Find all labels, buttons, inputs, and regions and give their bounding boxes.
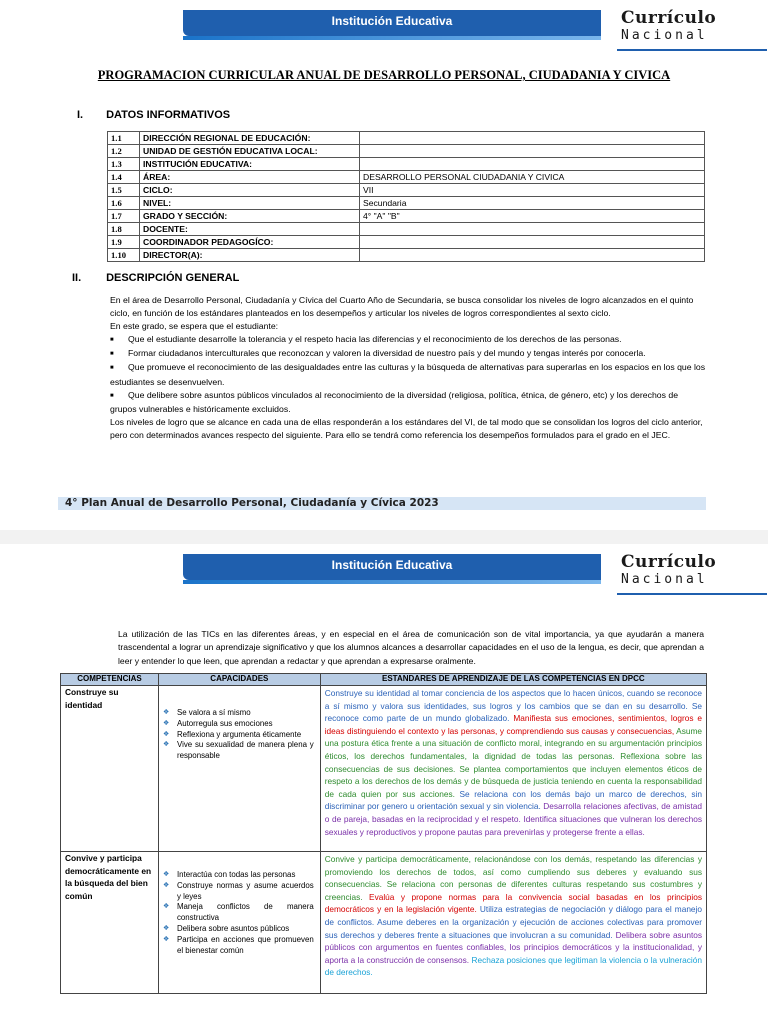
- list-item: [110, 347, 706, 361]
- estandar-segment: Se relaciona con los demás bajo un marco de derechos, sin discriminar por genero u orientación sexual y sin violencia.: [324, 788, 702, 812]
- estandar-segment: Asume una postura ética frente a una situación de conflicto moral, integrando en su argumentación principios éticos, los derechos fundamentales, la dignidad de todas las personas. Reflexiona sobre las consecuencias de sus decisiones. Se plantea comportamientos que incluyen elementos éticos de respeto a los derechos de los demás y de búsqueda de justicia teniendo en cuenta la responsabilidad de cada quien por sus acciones.: [324, 725, 702, 799]
- row-number: 1.1: [108, 132, 140, 145]
- table-row: [108, 197, 705, 210]
- estandar-cell: [320, 686, 706, 852]
- logo-line2: Nacional: [621, 572, 708, 587]
- description-text: [110, 294, 706, 442]
- header-banner: [0, 544, 768, 599]
- list-item: ❖ Construye normas y asume acuerdos y leyes: [163, 881, 314, 903]
- column-header: COMPETENCIAS: [61, 674, 159, 686]
- section-title: DESCRIPCIÓN GENERAL: [106, 272, 240, 284]
- paragraph: Los niveles de logro que se alcance en cada una de ellas responderán a los estándares del VI, de tal modo que se consolidan los logros del ciclo anterior, pero con determinados avances respecto del siguiente. Para ello se tendrá como referencia los desempeños formulados para el grado en el JEC.: [110, 416, 703, 440]
- row-value: DESARROLLO PERSONAL CIUDADANIA Y CIVICA: [360, 171, 705, 184]
- curriculo-nacional-logo: [619, 552, 737, 590]
- table-row: [61, 686, 707, 852]
- table-row: [61, 852, 707, 994]
- list-item: ❖ Delibera sobre asuntos públicos: [163, 924, 314, 935]
- column-header: ESTANDARES DE APRENDIZAJE DE LAS COMPETENCIAS EN DPCC: [320, 674, 706, 686]
- datos-informativos-table: [107, 131, 705, 262]
- capacidades-cell: [158, 686, 320, 852]
- paragraph: En el área de Desarrollo Personal, Ciudadanía y Cívica del Cuarto Año de Secundaria, se busca consolidar los niveles de logro alcanzados en el quinto ciclo, en función de los estándares planteados en los desempeños y articular los niveles de logros correspondientes al sexto ciclo.: [110, 295, 694, 319]
- competencia-cell: Construye su identidad: [61, 686, 159, 852]
- capacidades-list: [159, 870, 320, 956]
- section-number: I.: [77, 109, 84, 121]
- row-value: Secundaria: [360, 197, 705, 210]
- section-title: DATOS INFORMATIVOS: [106, 109, 231, 121]
- bullet-text: Que el estudiante desarrolle la tolerancia y el respeto hacia las diferencias y el reconocimiento de los derechos de las personas.: [128, 334, 622, 345]
- row-number: 1.8: [108, 223, 140, 236]
- row-number: 1.5: [108, 184, 140, 197]
- logo-line1: Currículo: [621, 8, 717, 28]
- row-label: DIRECTOR(A):: [140, 249, 360, 262]
- row-label: CICLO:: [140, 184, 360, 197]
- capacidades-list: [159, 708, 320, 762]
- row-value: VII: [360, 184, 705, 197]
- page-separator: [0, 530, 768, 544]
- section-number: II.: [72, 272, 82, 284]
- row-number: 1.4: [108, 171, 140, 184]
- row-number: 1.9: [108, 236, 140, 249]
- table-row: [108, 223, 705, 236]
- paragraph: En este grado, se espera que el estudiante:: [110, 321, 279, 332]
- row-number: 1.7: [108, 210, 140, 223]
- list-item: ❖ Maneja conflictos de manera constructiva: [163, 902, 314, 924]
- logo-underline: [617, 49, 767, 51]
- row-label: INSTITUCIÓN EDUCATIVA:: [140, 158, 360, 171]
- banner-bar: [183, 10, 601, 36]
- estandar-segment: Convive y participa democráticamente, relacionándose con los demás, respetando las diferencias y promoviendo los derechos de todos, así como cumpliendo sus deberes y evaluando sus consecuencias. Se relaciona con personas de diferentes culturas respetando sus costumbres y creencias.: [324, 854, 702, 902]
- logo-underline: [617, 593, 767, 595]
- row-value: [360, 249, 705, 262]
- row-value: [360, 132, 705, 145]
- square-bullet-icon: ■: [110, 365, 114, 372]
- bullet-text: Que promueve el reconocimiento de las desigualdades entre las culturas y la búsqueda de alternativas para superarlas en los espacios en los que los estudiantes se desenvuelven.: [110, 362, 706, 387]
- document-title: PROGRAMACION CURRICULAR ANUAL DE DESARROLLO PERSONAL, CIUDADANIA Y CIVICA: [97, 68, 671, 82]
- bullet-text: Formar ciudadanos interculturales que reconozcan y valoren la diversidad de nuestro país y del mundo y tengas interés por conocerla.: [128, 348, 646, 359]
- table-row: [108, 171, 705, 184]
- table-header-row: [61, 674, 707, 686]
- estandar-segment: Manifiesta sus emociones, sentimientos, logros e ideas distinguiendo el contexto y las personas, y comprendiendo sus causas y consecuencias,: [324, 713, 703, 736]
- section-heading-descripcion: [72, 272, 239, 284]
- plan-title: 4° Plan Anual de Desarrollo Personal, Ciudadanía y Cívica 2023: [65, 497, 439, 509]
- banner-title: Institución Educativa: [331, 558, 453, 572]
- row-number: 1.3: [108, 158, 140, 171]
- row-label: NIVEL:: [140, 197, 360, 210]
- section-heading-datos: [77, 109, 230, 121]
- estandar-cell: [320, 852, 706, 994]
- row-value: [360, 223, 705, 236]
- logo-line2: Nacional: [621, 28, 708, 43]
- list-item: ❖ Participa en acciones que promueven el bienestar común: [163, 935, 314, 957]
- list-item: ❖ Se valora a sí mismo: [163, 708, 314, 719]
- row-label: COORDINADOR PEDAGOGÍCO:: [140, 236, 360, 249]
- row-number: 1.10: [108, 249, 140, 262]
- row-number: 1.2: [108, 145, 140, 158]
- list-item: [110, 361, 706, 388]
- row-label: DIRECCIÓN REGIONAL DE EDUCACIÓN:: [140, 132, 360, 145]
- row-label: DOCENTE:: [140, 223, 360, 236]
- estandar-segment: Desarrolla relaciones afectivas, de amistad o de pareja, basadas en la reciprocidad y el respeto. Identifica situaciones que vulneran los derechos sexuales y reproductivos y propone pautas para prevenirlas y protegerse frente a ellas.: [324, 801, 702, 837]
- list-item: [110, 389, 706, 416]
- table-row: [108, 132, 705, 145]
- row-value: [360, 236, 705, 249]
- table-row: [108, 249, 705, 262]
- plan-title-bar: [58, 497, 706, 510]
- curriculo-nacional-logo: [619, 8, 737, 46]
- list-item: ❖ Autorregula sus emociones: [163, 719, 314, 730]
- table-row: [108, 236, 705, 249]
- page-2: [0, 544, 768, 1024]
- table-row: [108, 158, 705, 171]
- list-item: ❖ Vive su sexualidad de manera plena y responsable: [163, 740, 314, 762]
- banner-title: Institución Educativa: [331, 14, 453, 28]
- header-banner: [0, 0, 768, 55]
- estandar-segment: Rechaza posiciones que legitiman la violencia o la vulneración de derechos.: [324, 954, 702, 978]
- bullet-text: Que delibere sobre asuntos públicos vinculados al reconocimiento de la diversidad (religiosa, política, étnica, de género, etc) y los derechos de grupos vulnerables e históricamente excluidos.: [110, 389, 679, 414]
- row-label: ÁREA:: [140, 171, 360, 184]
- table-row: [108, 145, 705, 158]
- row-value: 4° "A" "B": [360, 210, 705, 223]
- competencia-cell: Convive y participa democráticamente en la búsqueda del bien común: [61, 852, 159, 994]
- estandar-segment: Construye su identidad al tomar conciencia de los aspectos que lo hacen únicos, cuando se reconoce a sí mismo y valora sus identidades, sus logros y los cambios que se dan en su desarrollo. Se reconoce como parte de un mundo globalizado.: [324, 688, 702, 724]
- list-item: ❖ Interactúa con todas las personas: [163, 870, 314, 881]
- estandar-segment: Delibera sobre asuntos públicos con argumentos en fuentes confiables, los principios democráticos y la institucionalidad, y aporta a la construcción de consensos.: [324, 929, 703, 965]
- capacidades-cell: [158, 852, 320, 994]
- estandar-segment: Evalúa y propone normas para la convivencia social basadas en los principios democráticos y en la legislación vigente.: [324, 891, 702, 915]
- square-bullet-icon: ■: [110, 392, 114, 399]
- banner-bar: [183, 554, 601, 580]
- list-item: ❖ Reflexiona y argumenta éticamente: [163, 730, 314, 741]
- row-label: GRADO Y SECCIÓN:: [140, 210, 360, 223]
- square-bullet-icon: ■: [110, 351, 114, 358]
- table-row: [108, 210, 705, 223]
- list-item: [110, 333, 706, 347]
- intro-paragraph: La utilización de las TICs en las diferentes áreas, y en especial en el área de comunicación son de vital importancia, ya que ayudarán a manera trascendental a lograr un aprendizaje significativo y que los alumnos alcances a desarrollar capacidades en el uso de la lengua, es decir, que aprendan a leer y entender lo que leen, que aprendan a redactar y que aprendan a expresarse oralmente.: [118, 629, 704, 666]
- column-header: CAPACIDADES: [158, 674, 320, 686]
- logo-line1: Currículo: [621, 552, 717, 572]
- row-value: [360, 158, 705, 171]
- square-bullet-icon: ■: [110, 337, 114, 344]
- competencias-table: [60, 673, 707, 994]
- row-label: UNIDAD DE GESTIÓN EDUCATIVA LOCAL:: [140, 145, 360, 158]
- row-number: 1.6: [108, 197, 140, 210]
- table-row: [108, 184, 705, 197]
- estandar-segment: Utiliza estrategias de negociación y diálogo para el manejo de conflictos. Asume deberes en la organización y ejecución de acciones colectivas para promover sus derechos y deberes frente a situaciones que involucran a su comunidad.: [324, 904, 703, 940]
- row-value: [360, 145, 705, 158]
